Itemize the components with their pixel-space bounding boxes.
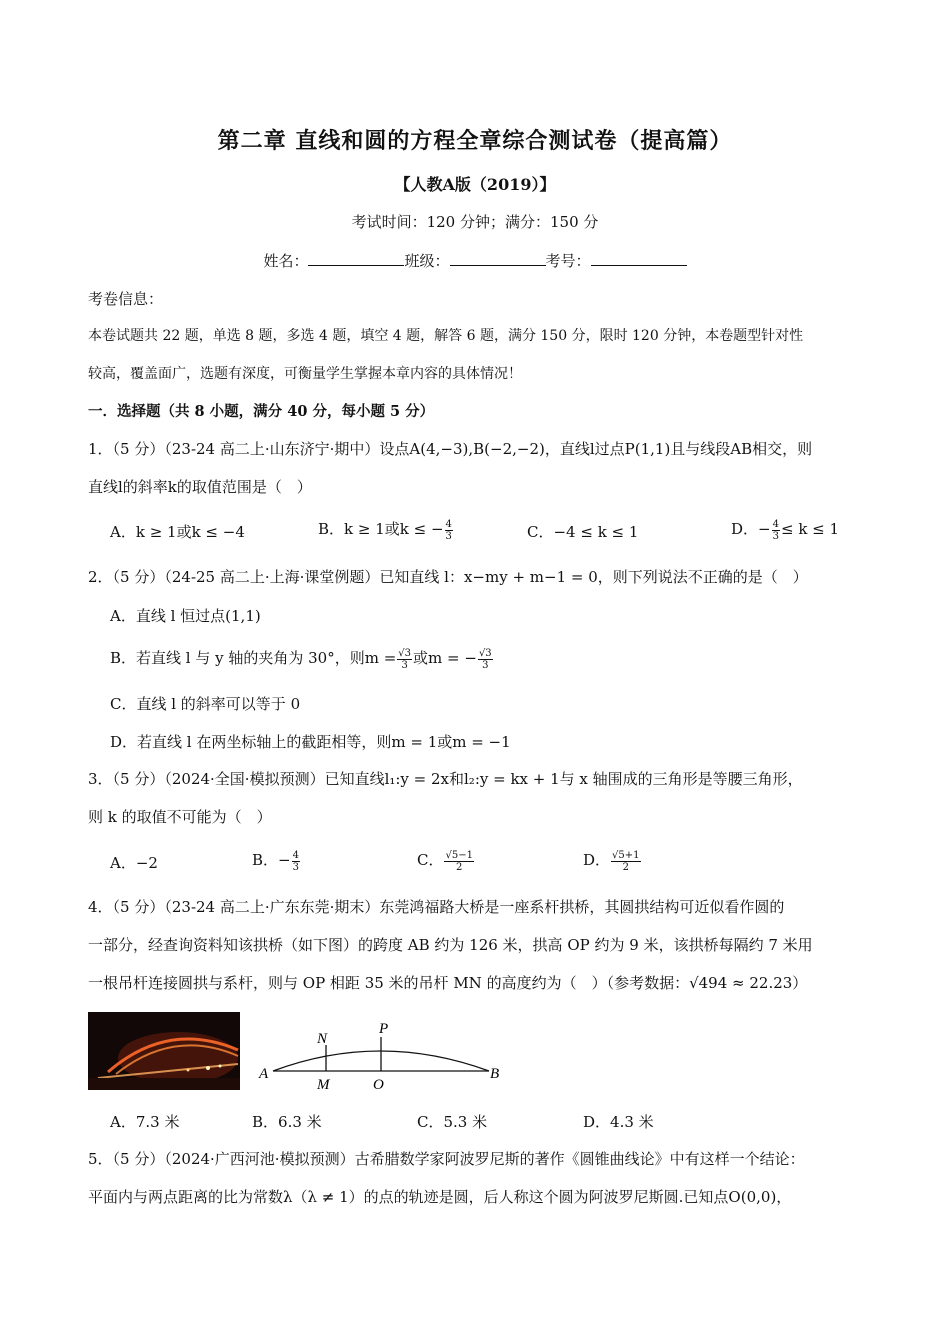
q3-c-text: C． — [417, 851, 444, 869]
q1-b-fraction — [445, 519, 453, 542]
q4-option-a: A．7.3 米 — [110, 1113, 180, 1131]
point-a-label: A — [259, 1066, 269, 1082]
q5-line-1: 5．（5 分）（2024·广西河池·模拟预测）古希腊数学家阿波罗尼斯的著作《圆锥曲线论》中有这样一个结论： — [88, 1150, 805, 1168]
bridge-photo — [88, 1012, 240, 1090]
point-m-label: M — [317, 1077, 330, 1093]
q3-c-den: 2 — [456, 861, 463, 873]
class-blank — [450, 251, 546, 266]
point-o-label: O — [373, 1077, 384, 1093]
point-p-label: P — [379, 1021, 389, 1037]
point-b-label: B — [490, 1066, 500, 1082]
q2-b-den-1: 3 — [401, 659, 408, 671]
q3-c-num: √5−1 — [445, 849, 473, 861]
q3-d-text: D． — [583, 851, 611, 869]
q2-b-fraction-2 — [478, 648, 493, 671]
q2-option-b — [110, 647, 494, 671]
q1-b-num: 4 — [445, 518, 452, 530]
q3-b-text: B．− — [252, 851, 291, 869]
q2-b-text: B．若直线 l 与 y 轴的夹角为 30°，则m = — [110, 649, 397, 667]
q3-d-fraction — [611, 850, 640, 873]
q2-option-c: C．直线 l 的斜率可以等于 0 — [110, 695, 301, 713]
edition-label: 【人教A版（2019）】 — [394, 175, 556, 194]
student-info-row — [0, 250, 950, 271]
section-heading: 一．选择题（共 8 小题，满分 40 分，每小题 5 分） — [88, 403, 435, 420]
q3-line-2: 则 k 的取值不可能为（ ） — [88, 808, 272, 826]
q2-b-fraction-1 — [397, 648, 412, 671]
q1-b-den: 3 — [445, 530, 452, 542]
q3-b-den: 3 — [292, 861, 299, 873]
q4-option-c: C．5.3 米 — [417, 1113, 488, 1131]
q1-d-den: 3 — [772, 530, 779, 542]
q1-b-text: B．k ≥ 1或k ≤ − — [318, 520, 444, 538]
q1-option-a: A．k ≥ 1或k ≤ −4 — [110, 523, 245, 541]
q4-option-d: D．4.3 米 — [583, 1113, 654, 1131]
class-label: 班级： — [404, 252, 450, 270]
q5-line-2: 平面内与两点距离的比为常数λ（λ ≠ 1）的点的轨迹是圆，后人称这个圆为阿波罗尼斯圆.已知点O(0,0)， — [88, 1188, 792, 1206]
q2-b-num-1: √3 — [398, 647, 412, 659]
q3-d-num: √5+1 — [612, 849, 640, 861]
q2-option-d: D．若直线 l 在两坐标轴上的截距相等，则m = 1或m = −1 — [110, 733, 511, 751]
q3-b-fraction — [292, 850, 300, 873]
q2-line-1: 2．（5 分）（24-25 高二上·上海·课堂例题）已知直线 l：x−my + m−1 = 0，则下列说法不正确的是（ ） — [88, 568, 808, 586]
q4-option-b: B．6.3 米 — [252, 1113, 322, 1131]
q1-option-c: C．−4 ≤ k ≤ 1 — [527, 523, 639, 541]
q2-b-den-2: 3 — [482, 659, 489, 671]
q2-option-a: A．直线 l 恒过点(1,1) — [110, 607, 261, 625]
q3-option-b — [252, 849, 301, 873]
arch-diagram — [255, 1015, 515, 1095]
info-line-2: 较高，覆盖面广，选题有深度，可衡量学生掌握本章内容的具体情况！ — [88, 366, 522, 382]
q3-b-num: 4 — [292, 849, 299, 861]
q3-d-den: 2 — [622, 861, 629, 873]
bridge-photo-art — [88, 1012, 240, 1090]
id-label: 考号： — [545, 252, 591, 270]
exam-time: 考试时间：120 分钟；满分：150 分 — [351, 213, 599, 231]
q1-d-num: 4 — [772, 518, 779, 530]
id-blank — [591, 251, 687, 266]
q3-c-fraction — [444, 850, 473, 873]
q3-option-d — [583, 849, 642, 873]
q1-option-d — [731, 518, 839, 542]
q1-line-2: 直线l的斜率k的取值范围是（ ） — [88, 478, 312, 496]
q1-option-b — [318, 518, 454, 542]
q3-option-c — [417, 849, 475, 873]
page-title: 第二章 直线和圆的方程全章综合测试卷（提高篇） — [217, 128, 733, 154]
q4-line-2: 一部分，经查询资料知该拱桥（如下图）的跨度 AB 约为 126 米，拱高 OP 约为 9 米，该拱桥每隔约 7 米用 — [88, 936, 813, 954]
point-n-label: N — [317, 1031, 328, 1047]
name-blank — [308, 251, 404, 266]
q1-d-text: D．− — [731, 520, 771, 538]
q1-d-fraction — [772, 519, 780, 542]
q2-b-mid: 或m = − — [413, 649, 477, 667]
q3-line-1: 3．（5 分）（2024·全国·模拟预测）已知直线l₁:y = 2x和l₂:y = kx + 1与 x 轴围成的三角形是等腰三角形， — [88, 770, 803, 788]
q1-d-post: ≤ k ≤ 1 — [780, 520, 840, 538]
q1-line-1: 1．（5 分）（23-24 高二上·山东济宁·期中）设点A(4,−3),B(−2,−2)，直线l过点P(1,1)且与线段AB相交，则 — [88, 440, 813, 458]
q2-b-num-2: √3 — [478, 647, 492, 659]
info-heading: 考卷信息： — [88, 290, 164, 308]
q4-line-3: 一根吊杆连接圆拱与系杆，则与 OP 相距 35 米的吊杆 MN 的高度约为（ ）（参考数据：√494 ≈ 22.23） — [88, 974, 808, 992]
name-label: 姓名： — [263, 252, 309, 270]
q3-option-a: A．−2 — [110, 854, 158, 872]
q4-line-1: 4．（5 分）（23-24 高二上·广东东莞·期末）东莞鸿福路大桥是一座系杆拱桥，其圆拱结构可近似看作圆的 — [88, 898, 785, 916]
info-line-1: 本卷试题共 22 题，单选 8 题，多选 4 题，填空 4 题，解答 6 题，满分 150 分，限时 120 分钟，本卷题型针对性 — [88, 328, 804, 344]
